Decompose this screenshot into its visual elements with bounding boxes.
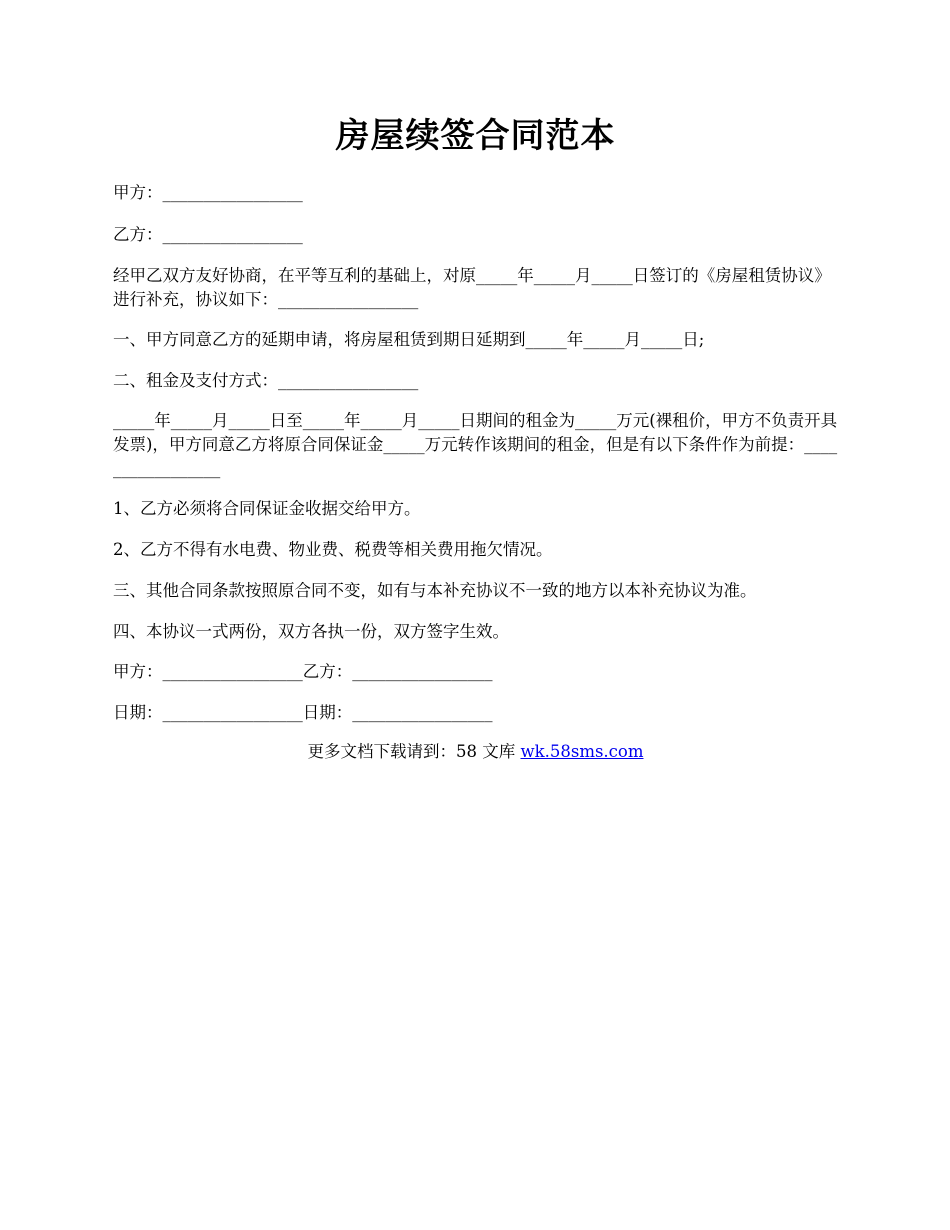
clause-two: 二、租金及支付方式：_________________	[113, 371, 419, 390]
footer-text: 更多文档下载请到：58 文库	[307, 742, 521, 761]
footer-link[interactable]: wk.58sms.com	[520, 742, 644, 761]
rent-period-paragraph: _____年_____月_____日至_____年_____月_____日期间的租金为_____万元(裸租价，甲方不负责开具发票)，甲方同意乙方将原合同保证金_____万元转作该期间的租金，但是有以下条件作为前提：_________________	[113, 411, 838, 478]
clause-four: 四、本协议一式两份，双方各执一份，双方签字生效。	[113, 622, 509, 641]
clause-one: 一、甲方同意乙方的延期申请，将房屋租赁到期日延期到_____年_____月_____日;	[113, 330, 705, 349]
download-footer	[113, 740, 838, 764]
intro-paragraph: 经甲乙双方友好协商，在平等互利的基础上，对原_____年_____月_____日签订的《房屋租赁协议》进行补充，协议如下：_________________	[113, 266, 831, 309]
party-a-line: 甲方：_________________	[113, 183, 303, 202]
clause-three: 三、其他合同条款按照原合同不变，如有与本补充协议不一致的地方以本补充协议为准。	[113, 581, 757, 600]
party-b-line: 乙方：_________________	[113, 225, 303, 244]
condition-two: 2、乙方不得有水电费、物业费、税费等相关费用拖欠情况。	[113, 540, 553, 559]
condition-one: 1、乙方必须将合同保证金收据交给甲方。	[113, 499, 421, 518]
date-line: 日期：_________________日期：_________________	[113, 703, 493, 722]
signature-line: 甲方：_________________乙方：_________________	[113, 662, 493, 681]
document-title: 房屋续签合同范本	[335, 116, 616, 156]
